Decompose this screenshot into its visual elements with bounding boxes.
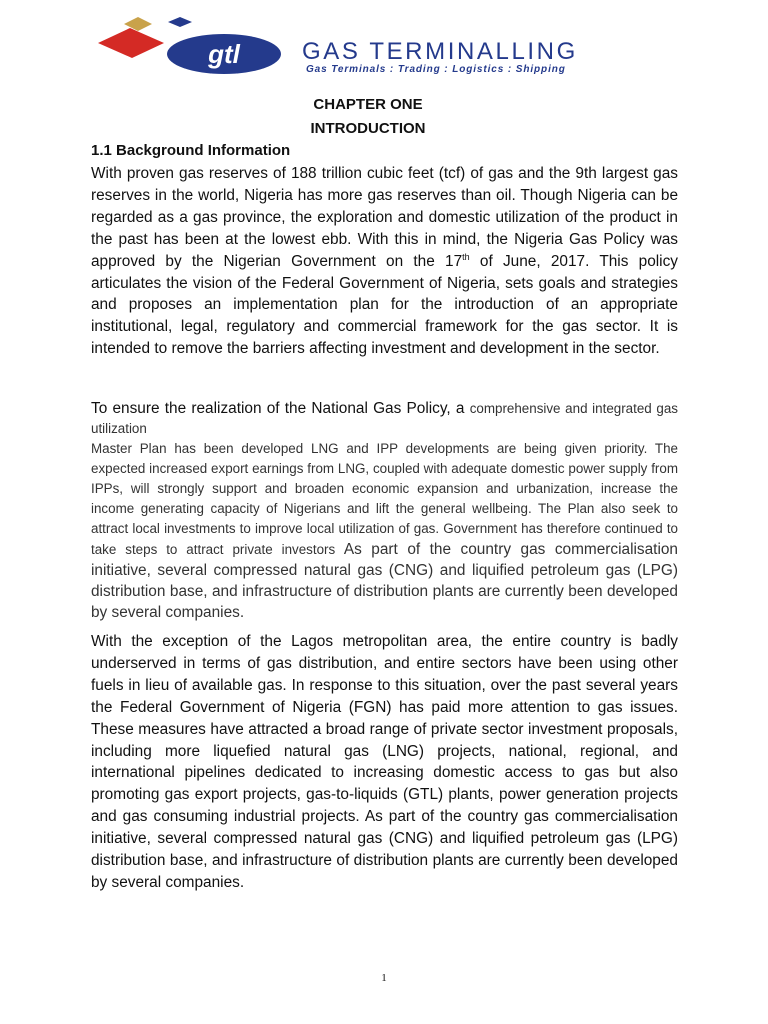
paragraph-gas-distribution: With the exception of the Lagos metropolitan area, the entire country is badly underserved in terms of gas distribution, and entire sectors have been using other fuels in lieu of available gas. In response to this situation, over the past several years the Federal Government of Nigeria (FGN) has paid more attention to gas issues. These measures have attracted a broad range of private sector investment proposals, including more liquefied natural gas (LNG) projects, national, regional, and international pipelines dedicated to increasing domestic access to gas but also promoting gas export projects, gas-to-liquids (GTL) plants, power generation projects and gas consuming industrial projects. As part of the country gas commercialisation initiative, several compressed natural gas (CNG) and liquified petroleum gas (LPG) distribution base, and infrastructure of distribution plants are currently been developed by several companies. (91, 633, 678, 891)
paragraph-master-plan-lead: To ensure the realization of the National Gas Policy, a (91, 400, 470, 417)
chapter-heading: CHAPTER ONE (313, 96, 423, 113)
company-name: GAS TERMINALLING (302, 38, 578, 65)
company-tagline: Gas Terminals : Trading : Logistics : Shipping (306, 64, 566, 75)
paragraph-master-plan-text: Master Plan has been developed LNG and IPP developments are being given priority. The expected increased export earnings from LNG, coupled with adequate domestic power supply from IPPs, will strongly support and broaden economic expansion and urbanization, increase the income generating capacity of Nigerians and lift the general wellbeing. The Plan also seek to attract local investments to improve local utilization of gas. Government has therefore continued to take steps to attract private investors (91, 441, 678, 557)
ordinal-suffix: th (462, 251, 470, 262)
paragraph-master-plan (91, 399, 678, 623)
paragraph-background (91, 163, 678, 360)
page-number: 1 (381, 972, 387, 984)
paragraph-background-part1: With proven gas reserves of 188 trillion cubic feet (tcf) of gas and the 9th largest gas reserves in the world, Nigeria has more gas reserves than oil. Though Nigeria can be regarded as a gas province, the exploration and domestic utilization of the product in the past has been at the lowest ebb. With this in mind, the Nigeria Gas Policy was approved by the Nigerian Government on the 17 (91, 165, 678, 270)
paragraph-master-plan-continuation: As part of the country gas commercialisation initiative, several compressed natural gas (CNG) and liquified petroleum gas (LPG) distribution base, and infrastructure of distribution plants are currently been developed by several companies. (91, 541, 678, 621)
logo-text: gtl (208, 39, 240, 69)
logo-small-blue-diamond (168, 17, 192, 27)
paragraph-master-plan-body (91, 439, 678, 623)
paragraph-master-plan-inline: comprehensive and integrated gas utilization (91, 401, 678, 436)
letterhead (96, 14, 686, 78)
logo-red-diamond (98, 28, 164, 58)
paragraph-background-part2: of June, 2017. This policy articulates the vision of the Federal Government of Nigeria, sets goals and strategies and proposes an implementation plan for the introduction of an appropriate institutional, legal, regulatory and commercial framework for the gas sector. It is intended to remove the barriers affecting investment and development in the sector. (91, 252, 678, 358)
chapter-title: INTRODUCTION (310, 120, 426, 137)
gtl-logo-icon (96, 14, 296, 78)
section-heading: 1.1 Background Information (91, 142, 291, 159)
